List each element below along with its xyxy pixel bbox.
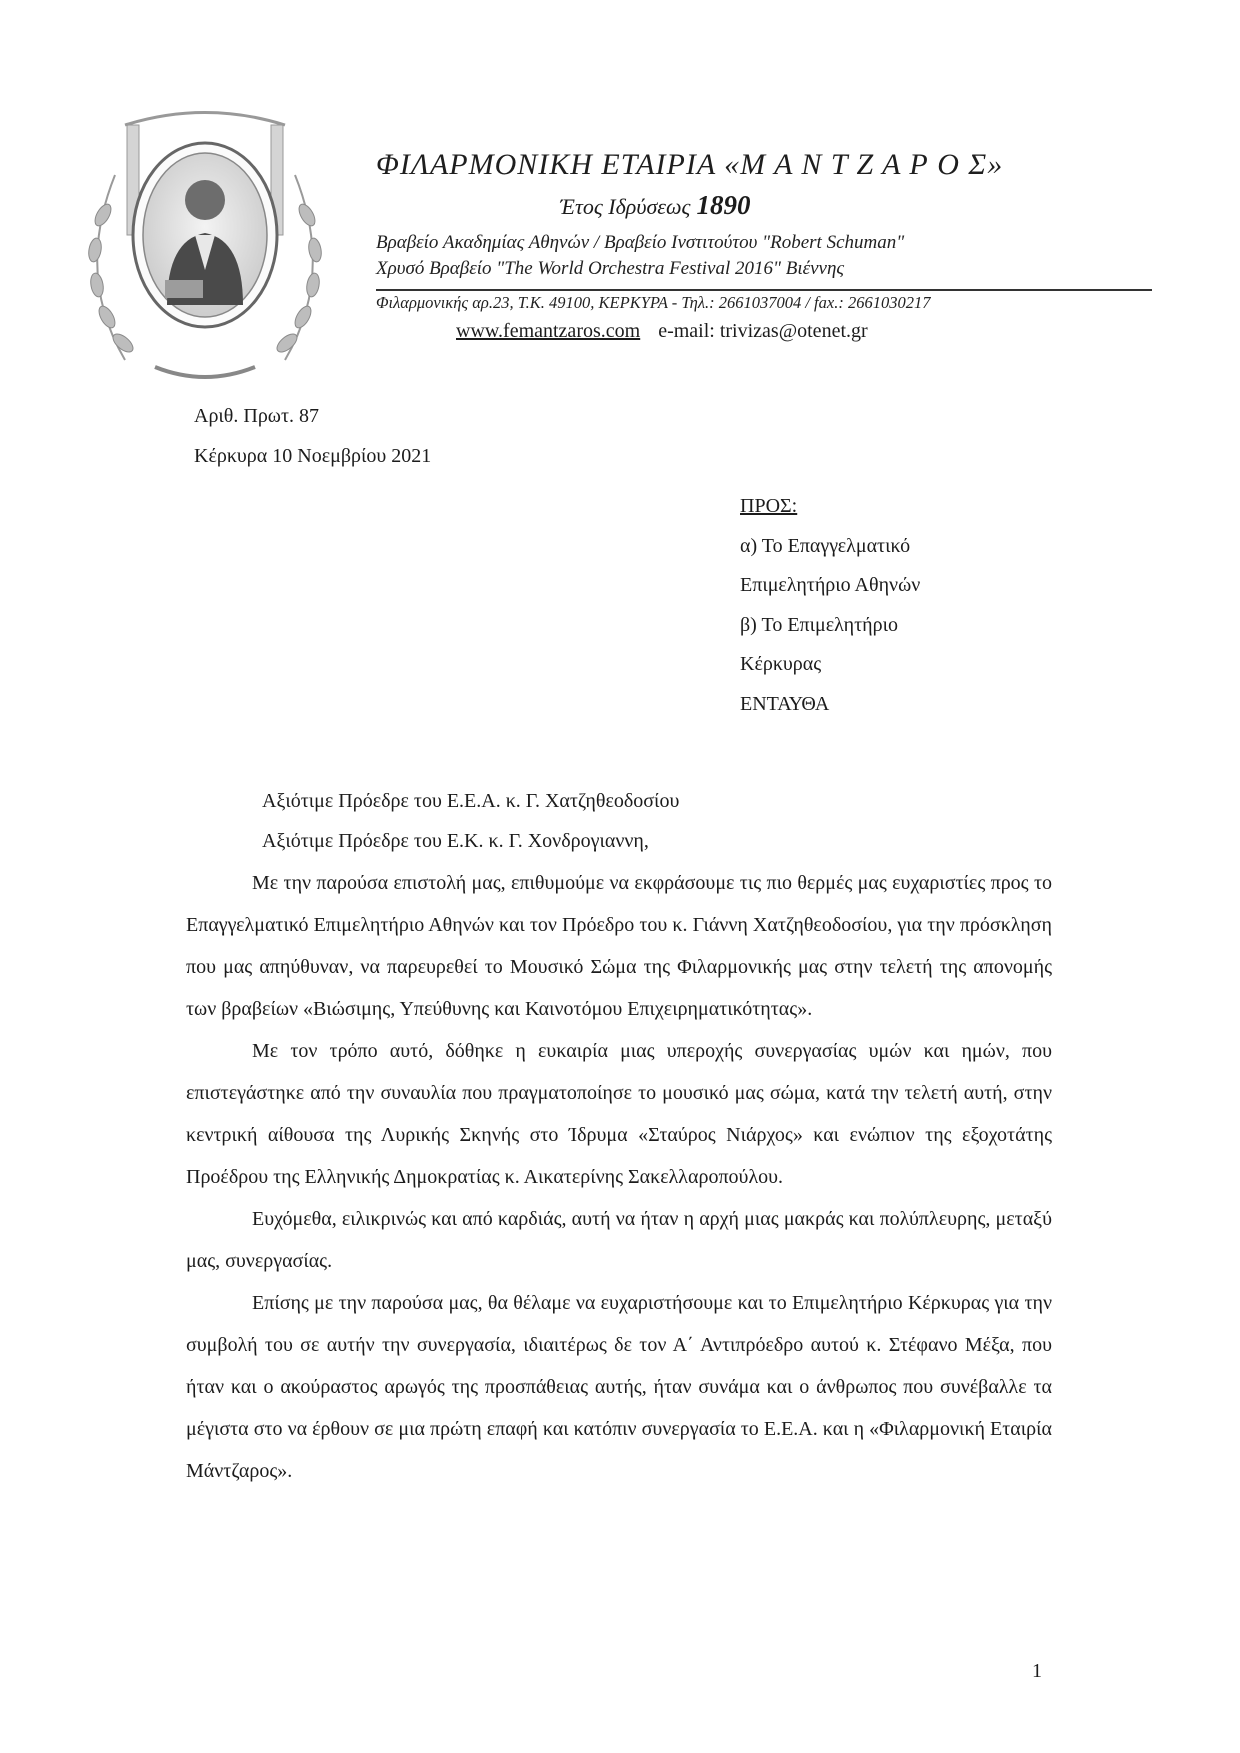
letter-body	[186, 862, 1052, 1492]
founded-line	[560, 190, 750, 221]
page-number: 1	[1032, 1660, 1042, 1682]
address-line: Φιλαρμονικής αρ.23, Τ.Κ. 49100, ΚΕΡΚΥΡΑ - Τηλ.: 2661037004 / fax.: 2661030217	[376, 293, 931, 312]
recipient-line: α) Το Επαγγελματικό	[740, 534, 911, 557]
body-paragraph: Ευχόμεθα, ειλικρινώς και από καρδιάς, αυτή να ήταν η αρχή μιας μακράς και πολύπλευρης, μεταξύ μας, συνεργασίας.	[186, 1208, 1052, 1272]
contact-line	[456, 320, 868, 343]
recipient-line: Επιμελητήριο Αθηνών	[740, 574, 921, 597]
letterhead-divider	[376, 289, 1152, 291]
society-title: ΦΙΛΑΡΜΟΝΙΚΗ ΕΤΑΙΡΙΑ «Μ Α Ν Τ Ζ Α Ρ Ο Σ»	[376, 148, 1004, 181]
body-paragraph: Με τον τρόπο αυτό, δόθηκε η ευκαιρία μιας υπεροχής συνεργασίας υμών και ημών, που επιστεγάστηκε από την συναυλία που πραγματοποίησε το μουσικό μας σώμα, κατά την τελετή αυτή, στην κεντρική αίθουσα της Λυρικής Σκηνής στο Ίδρυμα «Σταύρος Νιάρχος» και ενώπιον της εξοχοτάτης Προέδρου της Ελληνικής Δημοκρατίας κ. Αικατερίνης Σακελλαροπούλου.	[186, 1040, 1052, 1188]
email-address: e-mail: trivizas@otenet.gr	[658, 320, 868, 342]
recipient-block	[740, 487, 920, 725]
founded-year: 1890	[696, 190, 751, 220]
salutation-2: Αξιότιμε Πρόεδρε του Ε.Κ. κ. Γ. Χονδρογιαννη,	[262, 830, 649, 852]
recipient-line: ΕΝΤΑΥΘΑ	[740, 692, 830, 715]
recipient-heading: ΠΡΟΣ:	[740, 495, 798, 517]
founded-label: Έτος Ιδρύσεως	[560, 194, 691, 219]
website-link[interactable]: www.femantzaros.com	[456, 320, 641, 342]
recipient-line: β) Το Επιμελητήριο	[740, 613, 898, 636]
protocol-number: Αριθ. Πρωτ. 87	[194, 405, 320, 427]
recipient-line: Κέρκυρας	[740, 653, 822, 676]
body-paragraph: Επίσης με την παρούσα μας, θα θέλαμε να ευχαριστήσουμε και το Επιμελητήριο Κέρκυρας για την συμβολή του σε αυτήν την συνεργασία, ιδιαιτέρως δε τον Α΄ Αντιπρόεδρο αυτού κ. Στέφανο Μέξα, που ήταν και ο ακούραστος αρωγός της προσπάθειας αυτής, ήταν συνάμα και ο άνθρωπος που συνέβαλλε τα μέγιστα στο να έρθουν σε μια πρώτη επαφή και κατόπιν συνεργασία το Ε.Ε.Α. και η «Φιλαρμονική Εταιρία Μάντζαρος».	[186, 1292, 1052, 1482]
award-line-2: Χρυσό Βραβείο "The World Orchestra Festival 2016" Βιέννης	[376, 258, 845, 279]
portrait-emblem	[55, 105, 355, 390]
place-date: Κέρκυρα 10 Νοεμβρίου 2021	[194, 445, 432, 467]
body-paragraph: Με την παρούσα επιστολή μας, επιθυμούμε να εκφράσουμε τις πιο θερμές μας ευχαριστίες προς το Επαγγελματικό Επιμελητήριο Αθηνών και τον Πρόεδρο του κ. Γιάννη Χατζηθεοδοσίου, για την πρόσκληση που μας απηύθυναν, να παρευρεθεί το Μουσικό Σώμα της Φιλαρμονικής μας στην τελετή της απονομής των βραβείων «Βιώσιμης, Υπεύθυνης και Καινοτόμου Επιχειρηματικότητας».	[186, 872, 1052, 1020]
salutation-1: Αξιότιμε Πρόεδρε του Ε.Ε.Α. κ. Γ. Χατζηθεοδοσίου	[262, 790, 680, 812]
award-line-1: Βραβείο Ακαδημίας Αθηνών / Βραβείο Ινστιτούτου "Robert Schuman"	[376, 232, 905, 253]
